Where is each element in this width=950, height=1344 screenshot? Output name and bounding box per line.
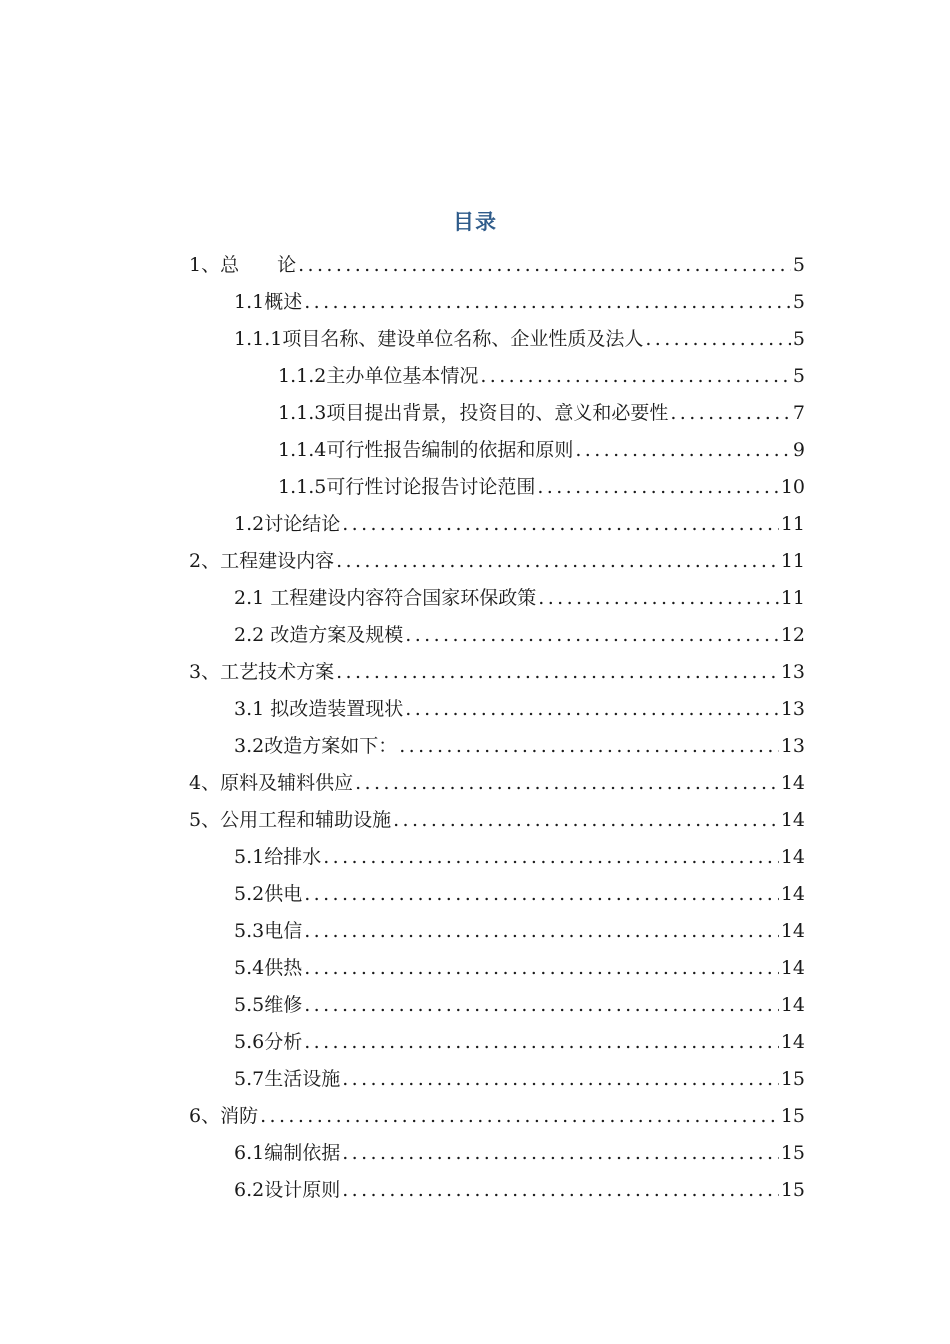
dot-leader — [304, 284, 791, 321]
dot-leader — [342, 1135, 779, 1172]
toc-entry-label: 1、总 论 — [189, 254, 297, 276]
toc-entry[interactable] — [189, 1098, 805, 1135]
toc-entry-page: 5 — [792, 291, 805, 313]
toc-entry-page: 14 — [780, 846, 805, 868]
toc-entry-label: 5.2供电 — [234, 883, 303, 905]
toc-entry-page: 14 — [780, 883, 805, 905]
toc-entry[interactable] — [189, 543, 805, 580]
toc-entry[interactable] — [234, 506, 805, 543]
toc-entry[interactable] — [278, 395, 805, 432]
toc-entry-label: 4、原料及辅料供应 — [189, 772, 354, 794]
toc-entry-page: 14 — [780, 994, 805, 1016]
toc-entry-page: 14 — [780, 1031, 805, 1053]
dot-leader — [304, 913, 779, 950]
toc-entry-label: 1.1.3项目提出背景，投资目的、意义和必要性 — [278, 402, 669, 424]
toc-title: 目录 — [453, 210, 497, 234]
toc-entry-page: 14 — [780, 809, 805, 831]
toc-entry-page: 7 — [792, 402, 805, 424]
toc-entry[interactable] — [189, 802, 805, 839]
toc-entry-page: 13 — [780, 698, 805, 720]
toc-entry-label: 5.7生活设施 — [234, 1068, 341, 1090]
toc-entry[interactable] — [234, 284, 805, 321]
toc-entry-page: 12 — [780, 624, 805, 646]
toc-entry-label: 6、消防 — [189, 1105, 259, 1127]
toc-entry[interactable] — [234, 876, 805, 913]
toc-entry[interactable] — [234, 617, 805, 654]
toc-entry-label: 2、工程建设内容 — [189, 550, 335, 572]
dot-leader — [355, 765, 779, 802]
toc-entry-label: 2.2 改造方案及规模 — [234, 624, 404, 646]
dot-leader — [304, 876, 779, 913]
toc-entry-page: 9 — [792, 439, 805, 461]
toc-entry-page: 14 — [780, 772, 805, 794]
toc-entry-page: 11 — [780, 550, 805, 572]
dot-leader — [336, 654, 779, 691]
toc-entry-label: 2.1 工程建设内容符合国家环保政策 — [234, 587, 537, 609]
toc-entry-label: 6.1编制依据 — [234, 1142, 341, 1164]
toc-entry-page: 10 — [780, 476, 805, 498]
toc-entry-label: 5.5维修 — [234, 994, 303, 1016]
toc-entry-label: 1.1.4可行性报告编制的依据和原则 — [278, 439, 574, 461]
toc-entry-label: 6.2设计原则 — [234, 1179, 341, 1201]
toc-entry[interactable] — [234, 913, 805, 950]
dot-leader — [342, 1172, 779, 1209]
toc-entry-label: 5.1给排水 — [234, 846, 322, 868]
toc-entry-page: 5 — [792, 365, 805, 387]
toc-entry-page: 5 — [792, 328, 805, 350]
dot-leader — [304, 1024, 779, 1061]
toc-entry[interactable] — [234, 839, 805, 876]
dot-leader — [537, 469, 778, 506]
dot-leader — [342, 1061, 779, 1098]
toc-entry[interactable] — [278, 358, 805, 395]
dot-leader — [342, 506, 779, 543]
toc-entry[interactable] — [234, 1024, 805, 1061]
toc-entry[interactable] — [234, 580, 805, 617]
toc-entry[interactable] — [189, 654, 805, 691]
dot-leader — [670, 395, 791, 432]
toc-entry[interactable] — [234, 1172, 805, 1209]
toc-entry-label: 5.4供热 — [234, 957, 303, 979]
toc-entry-page: 14 — [780, 920, 805, 942]
toc-entry[interactable] — [189, 247, 805, 284]
toc-entry-page: 15 — [780, 1179, 805, 1201]
toc-entry[interactable] — [234, 987, 805, 1024]
dot-leader — [575, 432, 791, 469]
toc-entry-page: 13 — [780, 661, 805, 683]
toc-entry[interactable] — [234, 1061, 805, 1098]
toc-entry[interactable] — [234, 321, 805, 358]
toc-entry-label: 3、工艺技术方案 — [189, 661, 335, 683]
dot-leader — [538, 580, 779, 617]
toc-entry-label: 5.3电信 — [234, 920, 303, 942]
toc-entry-page: 11 — [780, 587, 805, 609]
dot-leader — [393, 802, 779, 839]
dot-leader — [304, 987, 779, 1024]
dot-leader — [405, 691, 779, 728]
toc-entry-page: 5 — [792, 254, 805, 276]
toc-entry[interactable] — [234, 691, 805, 728]
toc-entry-label: 1.1.2主办单位基本情况 — [278, 365, 479, 387]
dot-leader — [399, 728, 779, 765]
toc-entry-label: 5.6分析 — [234, 1031, 303, 1053]
toc-entry[interactable] — [278, 432, 805, 469]
toc-entry-label: 1.2讨论结论 — [234, 513, 341, 535]
dot-leader — [260, 1098, 779, 1135]
toc-entry-label: 3.1 拟改造装置现状 — [234, 698, 404, 720]
toc-entry-label: 5、公用工程和辅助设施 — [189, 809, 392, 831]
dot-leader — [336, 543, 779, 580]
dot-leader — [405, 617, 779, 654]
toc-entry[interactable] — [234, 950, 805, 987]
toc-entry[interactable] — [278, 469, 805, 506]
toc-entry-page: 15 — [780, 1105, 805, 1127]
toc-entry-label: 1.1.5可行性讨论报告讨论范围 — [278, 476, 536, 498]
toc-entry[interactable] — [189, 765, 805, 802]
toc-entry[interactable] — [234, 1135, 805, 1172]
toc-entry-page: 13 — [780, 735, 805, 757]
dot-leader — [645, 321, 791, 358]
toc-entry-page: 15 — [780, 1142, 805, 1164]
dot-leader — [304, 950, 779, 987]
toc-entry-label: 1.1.1项目名称、建设单位名称、企业性质及法人 — [234, 328, 644, 350]
toc-entry-page: 11 — [780, 513, 805, 535]
toc-entry-label: 3.2改造方案如下： — [234, 735, 398, 757]
dot-leader — [298, 247, 791, 284]
toc-entry-label: 1.1概述 — [234, 291, 303, 313]
dot-leader — [480, 358, 791, 395]
dot-leader — [323, 839, 779, 876]
toc-entry-page: 14 — [780, 957, 805, 979]
toc-entry-page: 15 — [780, 1068, 805, 1090]
toc-entry[interactable] — [234, 728, 805, 765]
